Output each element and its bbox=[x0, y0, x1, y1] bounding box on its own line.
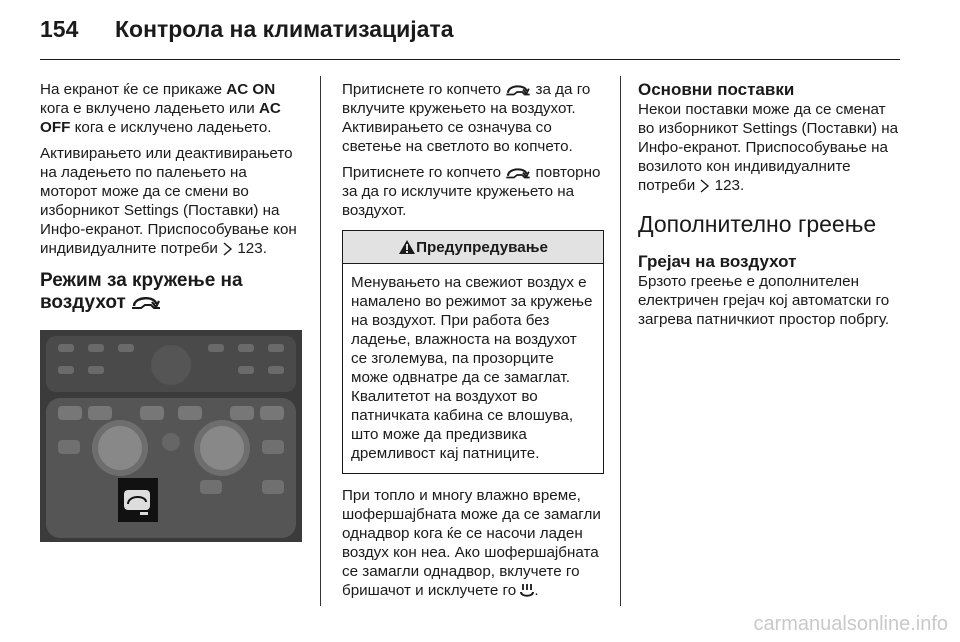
column-middle bbox=[342, 80, 604, 607]
defrost-vent-icon bbox=[520, 583, 534, 598]
warning-header bbox=[343, 231, 603, 264]
column-divider bbox=[620, 76, 621, 606]
ac-status-paragraph: На екранот ќе се прикаже AC ON кога е вклучено ладењето или AC OFF кога е исклучено ладењето. bbox=[40, 81, 281, 136]
ac-on-label: AC ON bbox=[226, 81, 276, 98]
chapter-title: Контрола на климатизацијата bbox=[115, 16, 454, 42]
column-left bbox=[40, 80, 302, 547]
page-reference-icon bbox=[699, 179, 710, 193]
page-number: 154 bbox=[40, 16, 79, 42]
column-right bbox=[638, 80, 904, 336]
warning-title: Предупредување bbox=[416, 239, 548, 256]
basic-settings-heading: Основни поставки bbox=[638, 80, 795, 99]
recirculation-icon bbox=[505, 165, 531, 180]
recirculation-heading: Режим за кружење на воздухот bbox=[40, 270, 243, 313]
column-divider bbox=[320, 76, 321, 606]
ac-off-label: AC OFF bbox=[40, 100, 281, 136]
recirculation-on-paragraph: Притиснете го копчето за да го вклучите кружењето на воздухот. Активирањето се означува со светење на светлото во копчето. bbox=[342, 81, 591, 155]
header-rule bbox=[40, 59, 900, 60]
air-heater-paragraph: Брзото греење е дополнителен електричен грејач кој автоматски го загрева патничкиот простор побргу. bbox=[638, 273, 890, 328]
basic-settings-paragraph: Некои поставки може да се сменат во изборникот Settings (Поставки) на Инфо-екранот. Приспособување на возилото кон индивидуалните потреби 123. bbox=[638, 101, 899, 194]
humid-weather-paragraph: При топло и многу влажно време, шофершајбната може да се замагли однадвор кога ќе се насочи ладен воздух кон неа. Ако шофершајбната се замагли однадвор, вклучете го бришачот и исклучете го . bbox=[342, 487, 601, 599]
warning-triangle-icon bbox=[398, 239, 416, 255]
recirculation-icon bbox=[131, 293, 161, 311]
warning-text: Менувањето на свежиот воздух е намалено во режимот за кружење на воздухот. При работа без ладење, влажноста на воздухот се зголемува, па прозорците може одвнатре да се замаглат. Квалитетот на воздухот во патничката кабина се влошува, што може да предизвика дремливост кај патниците. bbox=[351, 274, 593, 462]
air-heater-heading: Грејач на воздухот bbox=[638, 252, 797, 271]
page-reference: 123 bbox=[237, 240, 263, 257]
warning-box bbox=[342, 230, 604, 474]
climate-control-panel-photo bbox=[40, 330, 302, 542]
page-reference-icon bbox=[222, 242, 233, 256]
recirculation-off-paragraph: Притиснете го копчето повторно за да го исклучите кружењето на воздухот. bbox=[342, 164, 601, 219]
additional-heating-title: Дополнително греење bbox=[638, 211, 877, 237]
watermark: carmanualsonline.info bbox=[753, 613, 948, 635]
recirculation-icon bbox=[505, 82, 531, 97]
page-reference: 123 bbox=[714, 177, 740, 194]
cooling-activation-paragraph: Активирањето или деактивирањето на ладењето по палењето на моторот може да се смени во изборникот Settings (Поставки) на Инфо-екранот. Приспособување кон индивидуалните потреби 123. bbox=[40, 145, 297, 257]
